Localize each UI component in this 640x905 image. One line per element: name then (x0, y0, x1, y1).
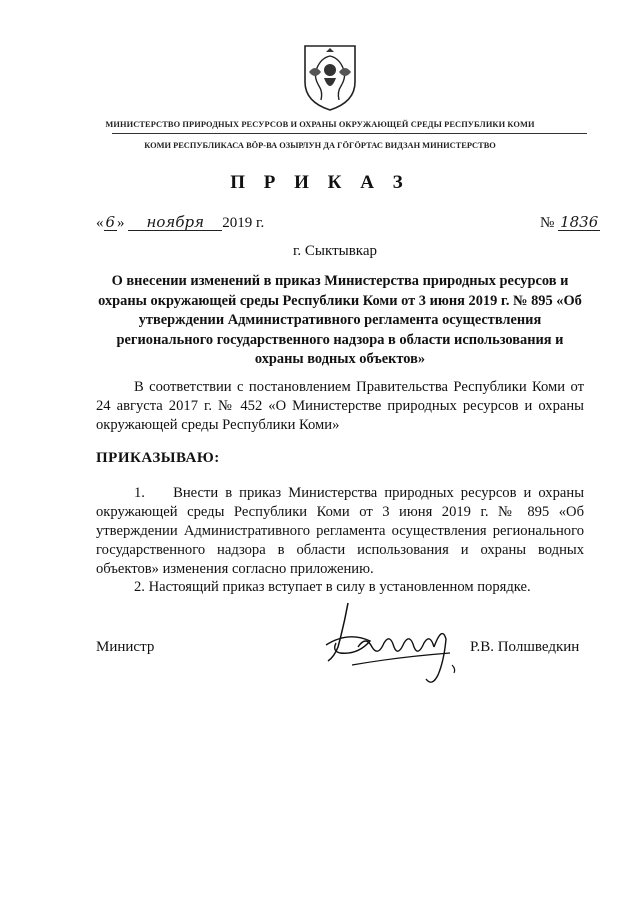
document-number (540, 215, 600, 232)
order-item-2: 2. Настоящий приказ вступает в силу в установленном порядке. (134, 579, 531, 595)
number-label: № (540, 215, 555, 231)
ministry-name-russian: МИНИСТЕРСТВО ПРИРОДНЫХ РЕСУРСОВ И ОХРАНЫ ОКРУЖАЮЩЕЙ СРЕДЫ РЕСПУБЛИКИ КОМИ (105, 120, 535, 129)
signatory-name: Р.В. Полшведкин (470, 639, 580, 655)
header-divider (112, 133, 587, 134)
order-item-1: 1. Внести в приказ Министерства природных ресурсов и охраны окружающей среды Республики Коми от 3 июня 2019 г. № 895 «Об утверждении Административного регламента осуществления регионального государственного надзора в области использования и охраны водных объектов» изменения согласно приложению. (96, 485, 588, 577)
coat-of-arms-icon (299, 42, 361, 112)
decree-heading: ПРИКАЗЫВАЮ: (96, 450, 220, 466)
ministry-name-komi: КОМИ РЕСПУБЛИКАСА ВӦР-ВА ОЗЫРЛУН ДА ГӦГӦРТАС ВИДЗАН МИНИСТЕРСТВО (144, 141, 496, 150)
document-city: г. Сыктывкар (292, 243, 378, 259)
document-date (96, 215, 264, 232)
date-open-quote: « (96, 215, 104, 231)
document-subject: О внесении изменений в приказ Министерства природных ресурсов и охраны окружающей среды Республики Коми от 3 июня 2019 г. № 895 «Об утверждении Административного регламента осуществления регионального государственного надзора в области использования и охраны водных объектов» (98, 273, 582, 367)
preamble-paragraph: В соответствии с постановлением Правительства Республики Коми от 24 августа 2017 г. № 452 «О Министерстве природных ресурсов и охраны окружающей среды Республики Коми» (96, 379, 584, 433)
number-value: 1836 (560, 213, 599, 231)
date-month: ноября (128, 215, 222, 231)
document-title: П Р И К А З (230, 172, 410, 193)
signatory-position: Министр (96, 639, 155, 655)
date-year: 2019 г. (222, 215, 265, 231)
date-day: 6 (105, 213, 116, 231)
date-close-quote: » (117, 215, 125, 231)
handwritten-signature-icon (318, 595, 468, 690)
